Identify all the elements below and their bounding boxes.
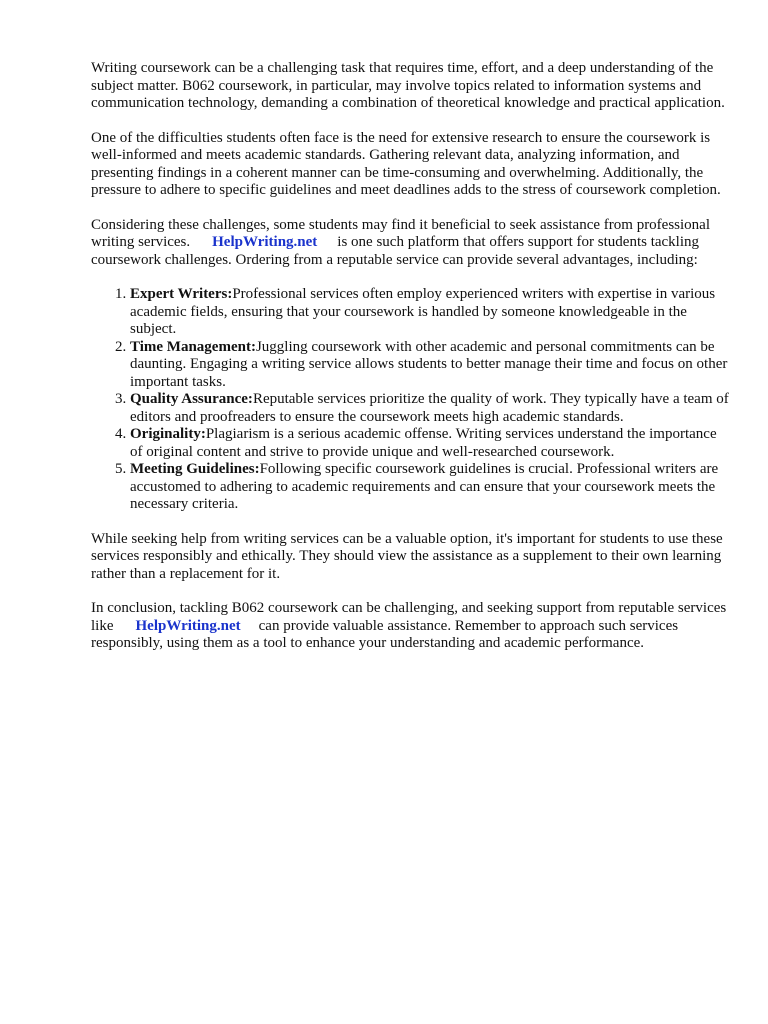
paragraph-considering-text-after: is one such platform that offers support for students tackling coursework challenges. Ordering from a reputable service can provide several advantages, including: [91, 234, 700, 268]
paragraph-conclusion-text-before: In conclusion, tackling B062 coursework can be challenging, and seeking support from reputable services like [91, 600, 727, 634]
helpwriting-link[interactable]: HelpWriting.net [212, 234, 318, 250]
list-item-text: Professional services often employ experienced writers with expertise in various academic fields, ensuring that your coursework is handled by someone knowledgeable in the subject. [130, 286, 716, 337]
paragraph-intro: Writing coursework can be a challenging task that requires time, effort, and a deep understanding of the subject matter. B062 coursework, in particular, may involve topics related to information systems and communication technology, demanding a combination of theoretical knowledge and practical application. [91, 60, 725, 111]
list-item-title: Meeting Guidelines: [130, 461, 260, 477]
list-item [130, 391, 731, 426]
list-item-text: Reputable services prioritize the quality of work. They typically have a team of editors and proofreaders to ensure the coursework meets high academic standards. [130, 391, 729, 425]
paragraph-conclusion [91, 600, 731, 653]
paragraph-considering-text-before: Considering these challenges, some students may find it beneficial to seek assistance from professional writing services. [91, 216, 711, 250]
helpwriting-link-conclusion[interactable]: HelpWriting.net [135, 617, 241, 634]
list-item [130, 426, 731, 461]
paragraph-considering [91, 217, 731, 270]
paragraph-conclusion-text-after: can provide valuable assistance. Remember to approach such services responsibly, using them as a tool to enhance your understanding and academic performance. [91, 617, 679, 651]
list-item-title: Time Management: [130, 338, 256, 355]
list-item [130, 339, 731, 392]
list-item-text: Following specific coursework guidelines is crucial. Professional writers are accustomed to adhering to academic requirements and can ensure that your coursework meets the necessary criteria. [130, 461, 719, 512]
paragraph-responsible: While seeking help from writing services can be a valuable option, it's important for students to use these services responsibly and ethically. They should view the assistance as a supplement to their own learning rather than a replacement for it. [91, 530, 723, 582]
document-page [91, 60, 731, 670]
paragraph-difficulties: One of the difficulties students often face is the need for extensive research to ensure the coursework is well-informed and meets academic standards. Gathering relevant data, analyzing information, and presenting findings in a coherent manner can be time-consuming and overwhelming. Additionally, the pressure to adhere to specific guidelines and meet deadlines adds to the stress of coursework completion. [91, 129, 721, 198]
list-item [130, 461, 731, 514]
list-item-text: Juggling coursework with other academic and personal commitments can be daunting. Engaging a writing service allows students to better manage their time and focus on other important tasks. [130, 338, 728, 390]
list-item-title: Originality: [130, 426, 206, 442]
list-item-title: Expert Writers: [130, 286, 233, 302]
list-item-title: Quality Assurance: [130, 391, 253, 407]
list-item-text: Plagiarism is a serious academic offense. Writing services understand the importance of original content and strive to provide unique and well-researched coursework. [130, 426, 717, 460]
list-item [130, 286, 731, 339]
advantages-list [91, 286, 731, 514]
